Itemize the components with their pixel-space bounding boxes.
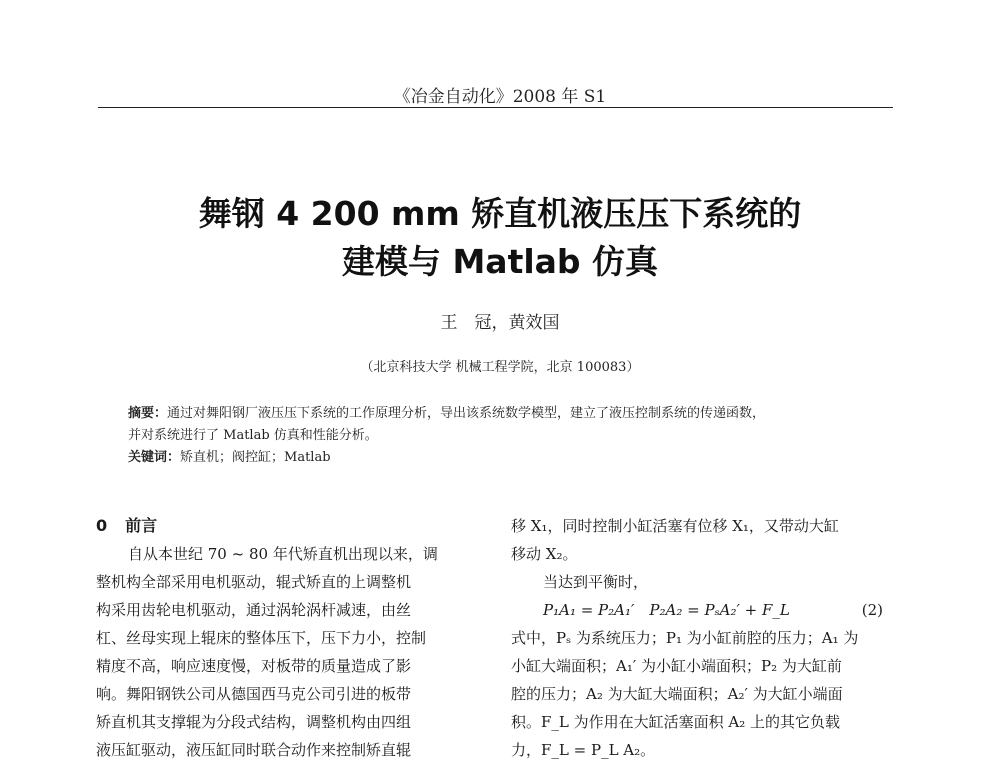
equation-line bbox=[511, 596, 889, 624]
abstract-label: 摘要： bbox=[128, 406, 168, 421]
body-line: 当达到平衡时， bbox=[543, 573, 649, 591]
abstract-line-2: 并对系统进行了 Matlab 仿真和性能分析。 bbox=[128, 428, 378, 443]
body-line: 力，F_L = P_L A₂。 bbox=[511, 741, 656, 759]
body-line: 构采用齿轮电机驱动，通过涡轮涡杆减速，由丝 bbox=[96, 601, 412, 619]
paper-title bbox=[0, 190, 1000, 286]
title-line-2: 建模与 Matlab 仿真 bbox=[341, 242, 659, 281]
authors: 王 冠，黄效国 bbox=[440, 313, 560, 333]
body-line: 式中，Pₛ 为系统压力；P₁ 为小缸前腔的压力；A₁ 为 bbox=[511, 629, 859, 647]
body-line: 腔的压力；A₂ 为大缸大端面积；A₂′ 为大缸小端面 bbox=[511, 685, 843, 703]
section-number: 0 bbox=[96, 516, 108, 535]
body-line: 精度不高，响应速度慢，对板带的质量造成了影 bbox=[96, 657, 412, 675]
title-line-1: 舞钢 4 200 mm 矫直机液压压下系统的 bbox=[198, 194, 802, 233]
section-title: 前言 bbox=[125, 516, 158, 535]
body-line: 杠、丝母实现上辊床的整体压下，压下力小，控制 bbox=[96, 629, 427, 647]
right-column bbox=[511, 512, 889, 764]
body-line: 自从本世纪 70 ~ 80 年代矫直机出现以来，调 bbox=[128, 545, 438, 563]
abstract-line-1 bbox=[128, 403, 888, 425]
keywords-text: 矫直机；阀控缸；Matlab bbox=[180, 450, 331, 465]
keywords-label: 关键词： bbox=[128, 450, 181, 465]
left-column bbox=[96, 512, 474, 764]
body-line: 移动 X₂。 bbox=[511, 545, 578, 563]
keywords-line bbox=[128, 447, 888, 469]
body-line: 积。F_L 为作用在大缸活塞面积 A₂ 上的其它负载 bbox=[511, 713, 841, 731]
body-line: 移 X₁，同时控制小缸活塞有位移 X₁，又带动大缸 bbox=[511, 517, 839, 535]
body-line: 矫直机其支撑辊为分段式结构，调整机构由四组 bbox=[96, 713, 412, 731]
affiliation: （北京科技大学 机械工程学院，北京 100083） bbox=[360, 360, 640, 375]
body-line: 小缸大端面积；A₁′ 为小缸小端面积；P₂ 为大缸前 bbox=[511, 657, 842, 675]
equation: P₁A₁ = P₂A₁′ P₂A₂ = PₛA₂′ + F_L bbox=[543, 601, 790, 619]
body-line: 液压缸驱动，液压缸同时联合动作来控制矫直辊 bbox=[96, 741, 412, 759]
abstract bbox=[128, 403, 888, 469]
section-heading bbox=[96, 512, 474, 540]
body-line: 整机构全部采用电机驱动，辊式矫直的上调整机 bbox=[96, 573, 412, 591]
journal-header: 《冶金自动化》2008 年 S1 bbox=[393, 87, 607, 107]
body-line: 响。舞阳钢铁公司从德国西马克公司引进的板带 bbox=[96, 685, 412, 703]
abstract-text-1: 通过对舞阳钢厂液压压下系统的工作原理分析，导出该系统数学模型，建立了液压控制系统的传递函数， bbox=[167, 406, 766, 421]
equation-number: (2) bbox=[861, 601, 883, 619]
header-rule bbox=[98, 107, 893, 108]
